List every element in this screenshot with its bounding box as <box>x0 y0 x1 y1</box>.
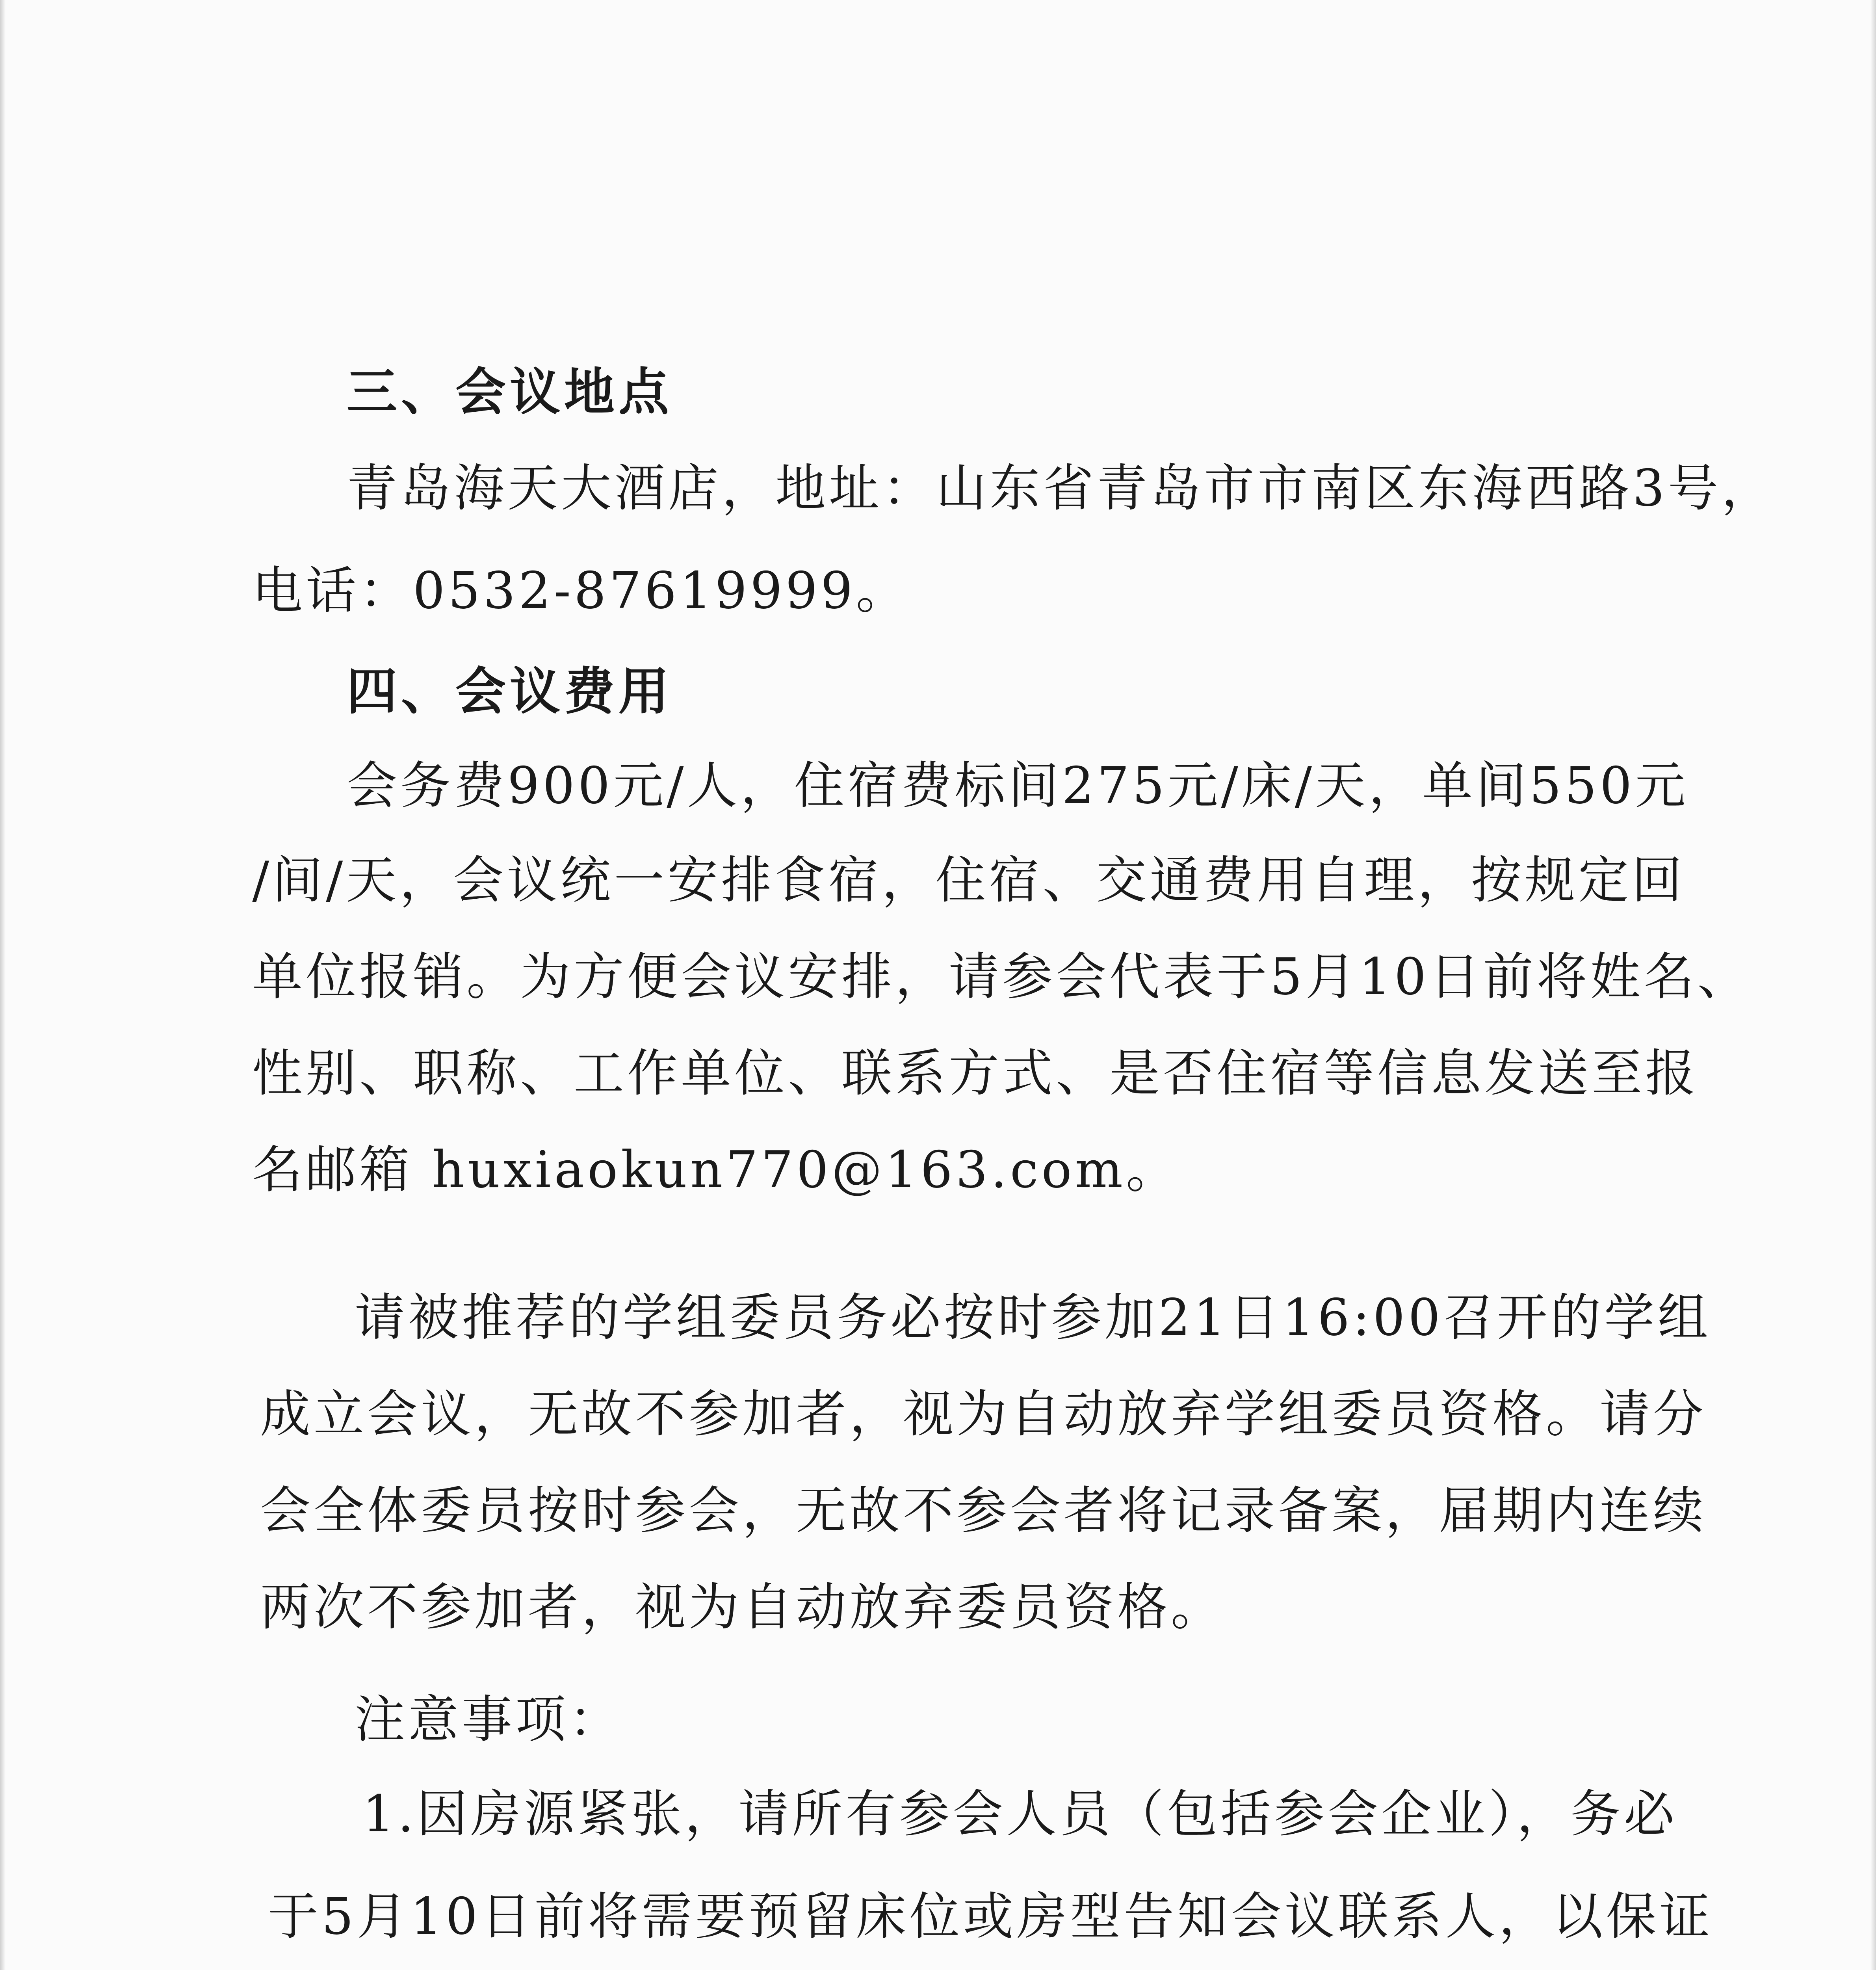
attendance-line1: 请被推荐的学组委员务必按时参加21日16:00召开的学组 <box>355 1288 1711 1347</box>
section3-line1: 青岛海天大酒店，地址：山东省青岛市市南区东海西路3号， <box>347 459 1775 518</box>
section4-line3: 单位报销。为方便会议安排，请参会代表于5月10日前将姓名、 <box>252 948 1751 1006</box>
attendance-line3: 会全体委员按时参会，无故不参会者将记录备案，届期内连续 <box>260 1481 1707 1540</box>
notes-heading: 注意事项： <box>355 1690 623 1749</box>
section3-heading: 三、会议地点 <box>347 362 673 422</box>
section4-line4: 性别、职称、工作单位、联系方式、是否住宿等信息发送至报 <box>252 1044 1699 1103</box>
section4-heading: 四、会议费用 <box>347 662 673 721</box>
attendance-line2: 成立会议，无故不参加者，视为自动放弃学组委员资格。请分 <box>260 1385 1707 1444</box>
note1-line1: 1.因房源紧张，请所有参会人员（包括参会企业），务必 <box>362 1785 1678 1844</box>
section3-line2: 电话：0532-87619999。 <box>252 561 910 620</box>
section4-line1: 会务费900元/人，住宿费标间275元/床/天，单间550元 <box>347 756 1689 815</box>
note1-line2: 于5月10日前将需要预留床位或房型告知会议联系人，以保证 <box>268 1887 1713 1946</box>
attendance-line4: 两次不参加者，视为自动放弃委员资格。 <box>260 1578 1225 1637</box>
section4-line5: 名邮箱 huxiaokun770@163.com。 <box>252 1141 1179 1199</box>
section4-line2: /间/天，会议统一安排食宿，住宿、交通费用自理，按规定回 <box>252 851 1686 910</box>
